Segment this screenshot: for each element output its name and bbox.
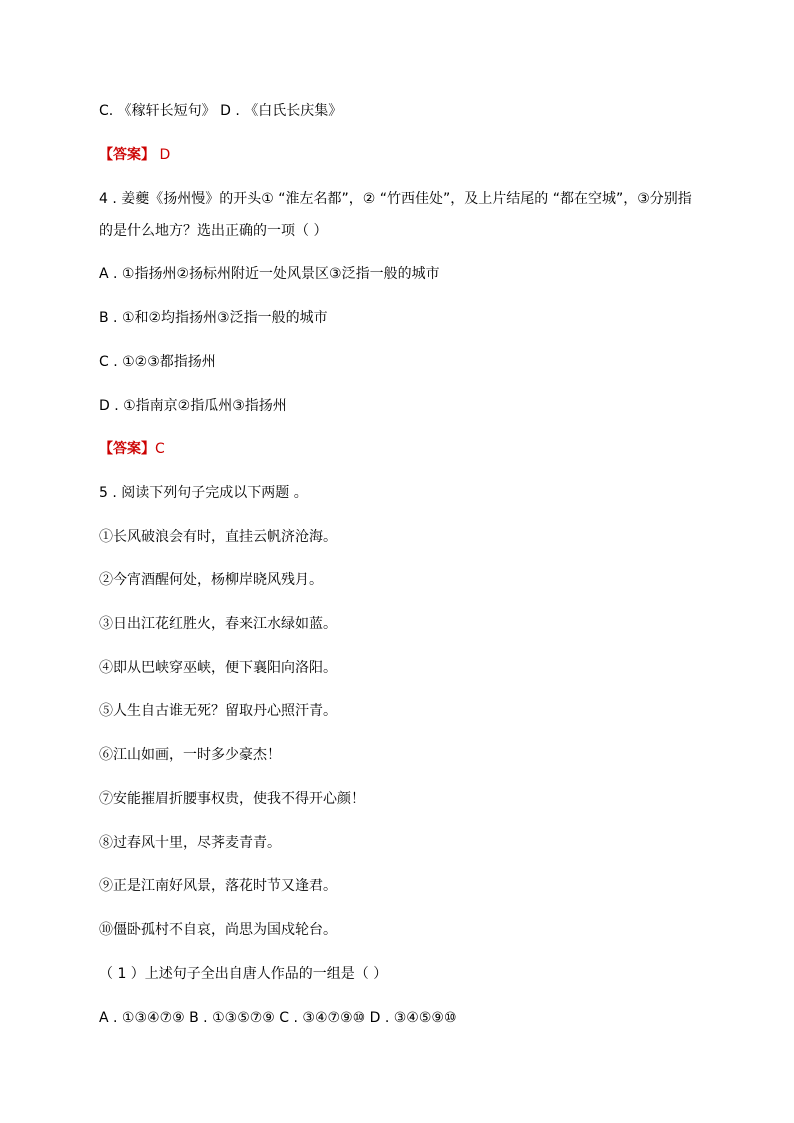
answer-line bbox=[99, 145, 170, 165]
answer-line bbox=[99, 439, 165, 459]
sentence-6: ⑥江山如画，一时多少豪杰！ bbox=[99, 747, 281, 763]
sentence-3: ③日出江花红胜火，春来江水绿如蓝。 bbox=[99, 616, 337, 632]
question-5-text: 5 . 阅读下列句子完成以下两题 。 bbox=[99, 485, 308, 501]
option-line-c-d: C. 《稼轩长短句》 D . 《白氏长庆集》 bbox=[99, 103, 343, 119]
sentence-10: ⑩僵卧孤村不自哀，尚思为国戍轮台。 bbox=[99, 922, 337, 938]
sentence-2: ②今宵酒醒何处，杨柳岸晓风残月。 bbox=[99, 572, 323, 588]
answer-value: D bbox=[155, 147, 171, 163]
sentence-5: ⑤人生自古谁无死？留取丹心照汗青。 bbox=[99, 703, 337, 719]
answer-label: 【答案】 bbox=[99, 441, 155, 457]
sentence-4: ④即从巴峡穿巫峡，便下襄阳向洛阳。 bbox=[99, 660, 337, 676]
sentence-9: ⑨正是江南好风景，落花时节又逢君。 bbox=[99, 878, 337, 894]
sub-question-1: （ 1 ）上述句子全出自唐人作品的一组是（ ） bbox=[99, 966, 388, 982]
sub-question-1-options: A . ①③④⑦⑨ B . ①③⑤⑦⑨ C . ③④⑦⑨⑩ D . ③④⑤⑨⑩ bbox=[99, 1010, 457, 1026]
question-4-text: 4 . 姜夔《扬州慢》的开头① “淮左名都”，② “竹西佳处”，及上片结尾的 “都在空城”，③分别指 bbox=[99, 191, 692, 207]
sentence-7: ⑦安能摧眉折腰事权贵，使我不得开心颜！ bbox=[99, 791, 365, 807]
sentence-8: ⑧过春风十里，尽荠麦青青。 bbox=[99, 835, 281, 851]
question-4-option-c: C . ①②③都指扬州 bbox=[99, 354, 216, 370]
answer-label: 【答案】 bbox=[99, 147, 155, 163]
sentence-1: ①长风破浪会有时，直挂云帆济沧海。 bbox=[99, 529, 337, 545]
question-4-option-b: B . ①和②均指扬州③泛指一般的城市 bbox=[99, 310, 328, 326]
question-4-text-cont: 的是什么地方？选出正确的一项（ ） bbox=[99, 223, 328, 239]
answer-value: C bbox=[155, 441, 165, 457]
question-4-option-d: D . ①指南京②指瓜州③指扬州 bbox=[99, 398, 287, 414]
question-4-option-a: A . ①指扬州②扬标州附近一处风景区③泛指一般的城市 bbox=[99, 266, 440, 282]
